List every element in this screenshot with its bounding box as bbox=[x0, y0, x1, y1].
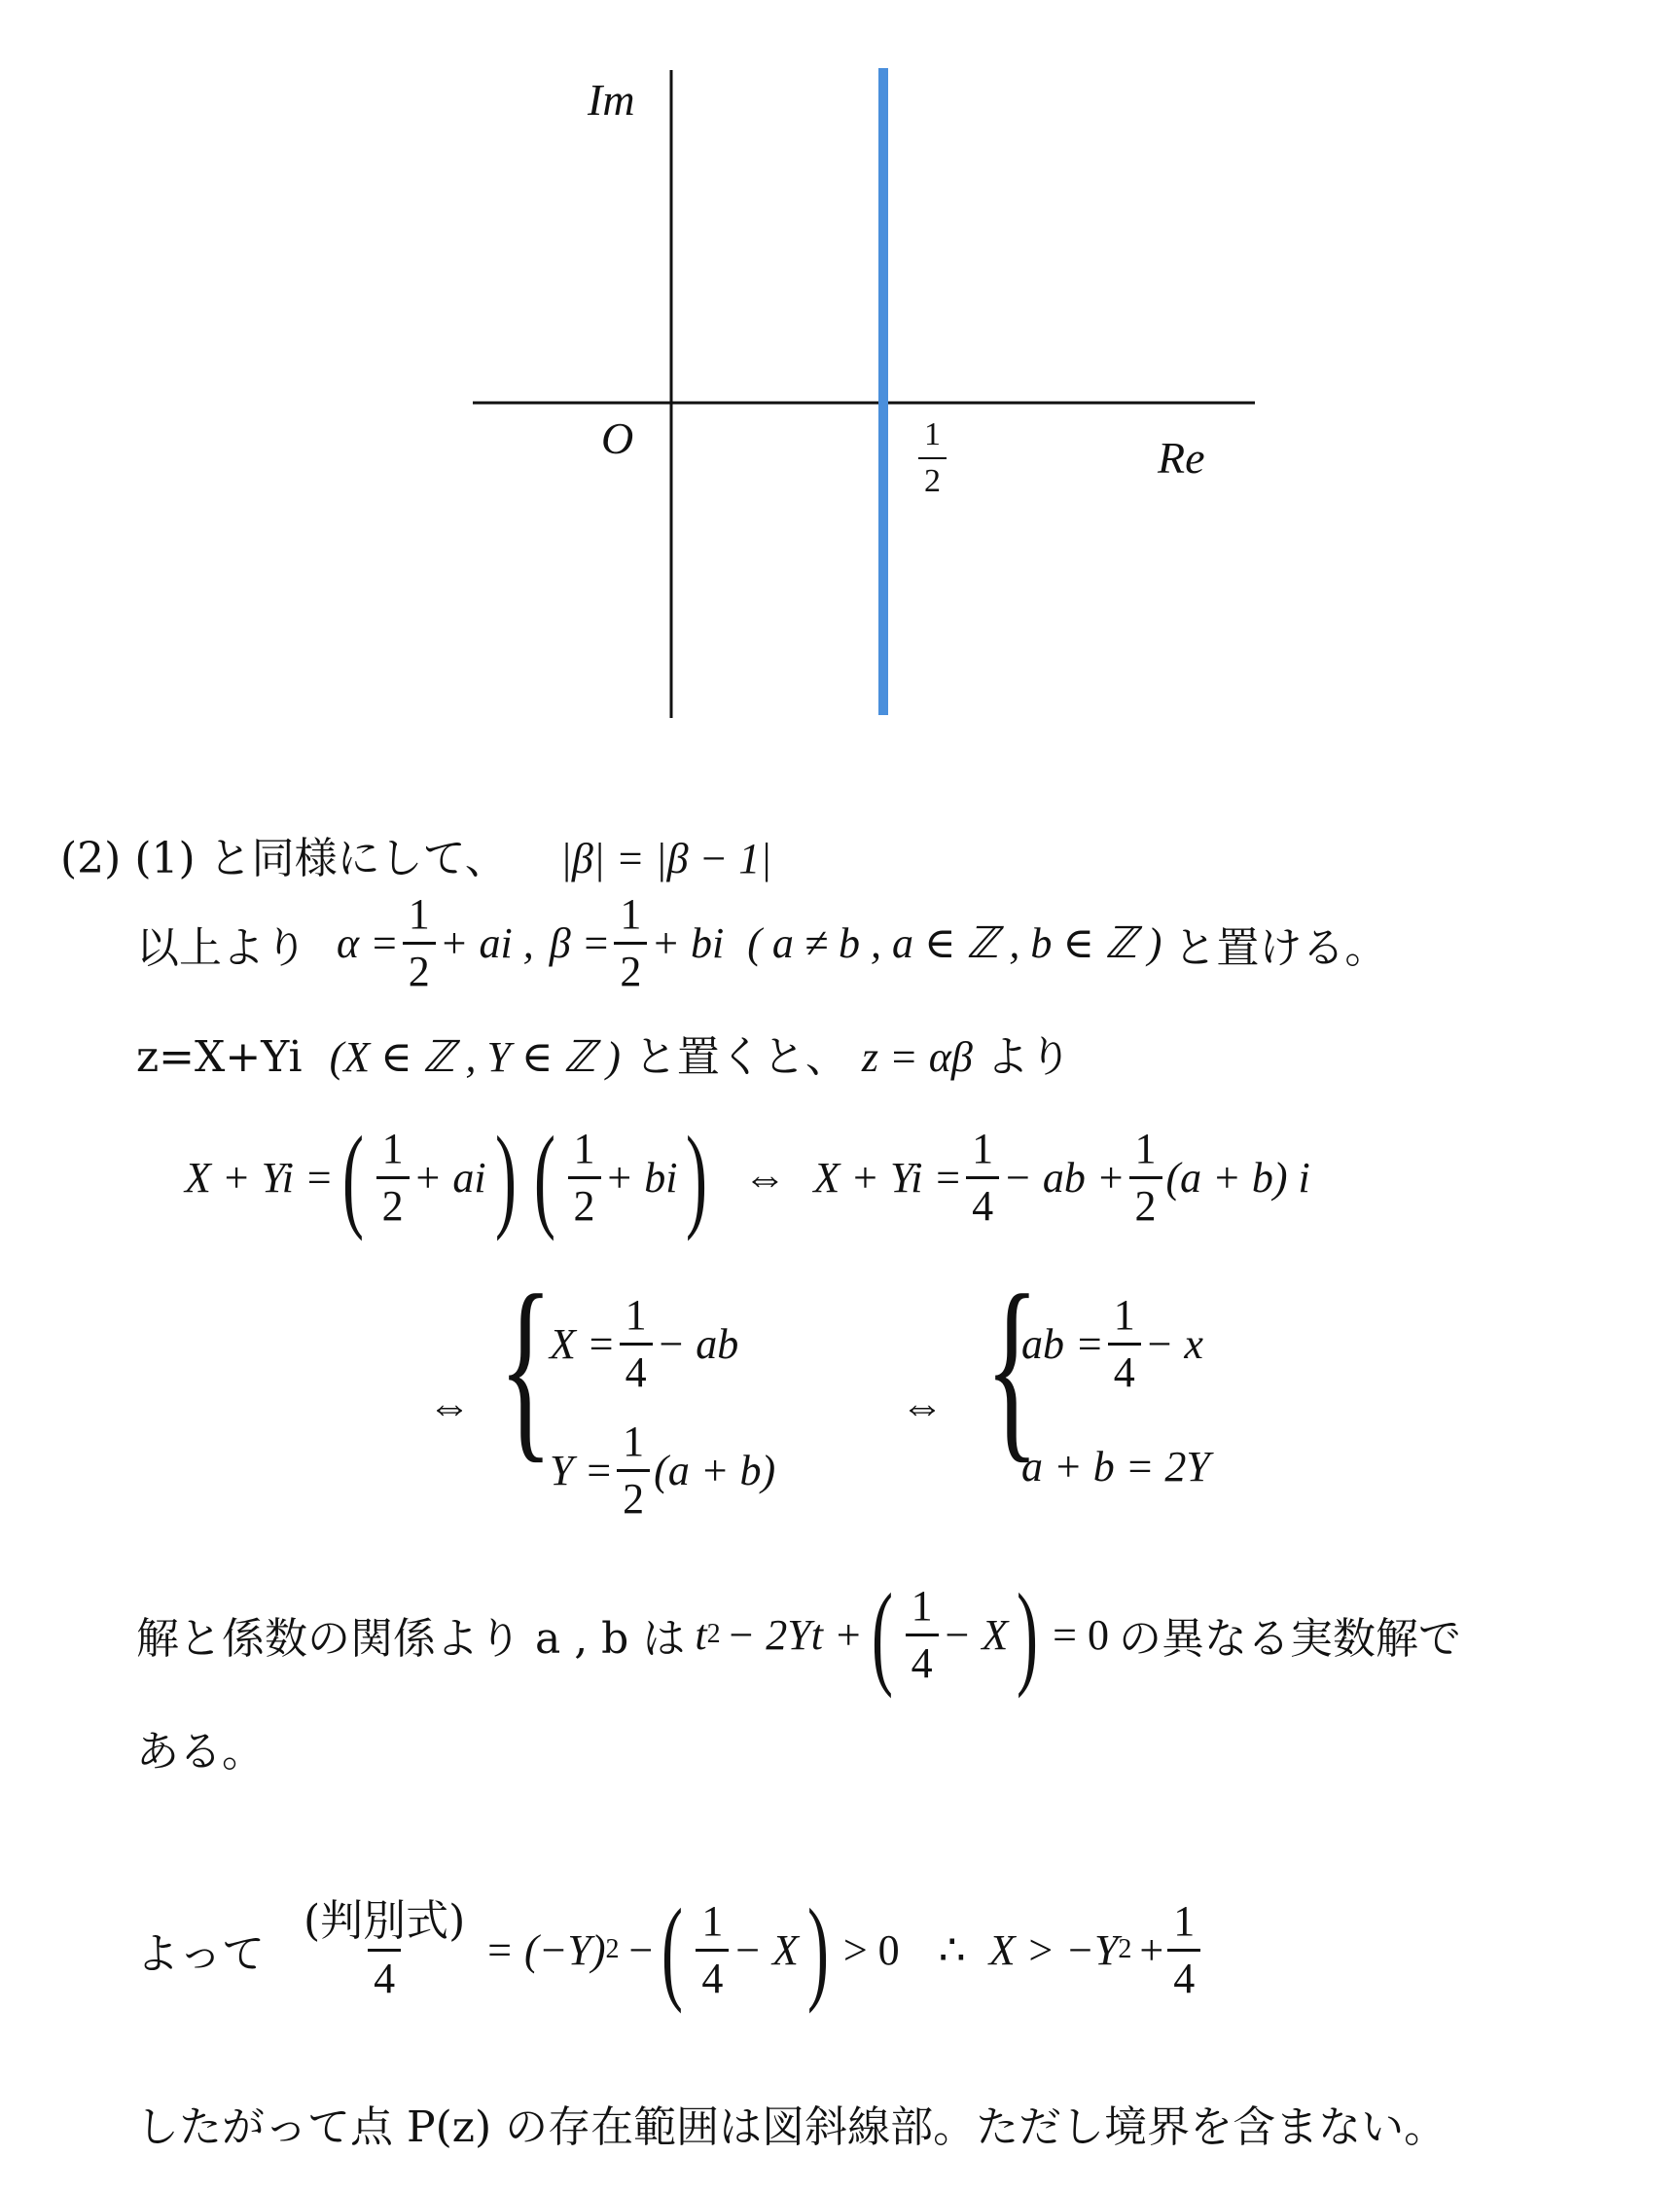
frac-den: 4 bbox=[906, 1634, 939, 1685]
frac-den: 2 bbox=[403, 942, 436, 993]
frac-den: 4 bbox=[620, 1343, 653, 1394]
sys1-row1-lhs: X = bbox=[550, 1320, 616, 1368]
frac-num: 1 bbox=[623, 1418, 645, 1465]
disc-denominator: 4 bbox=[368, 1949, 401, 2000]
left-paren: ( bbox=[533, 1112, 555, 1241]
line3-suffix: より bbox=[985, 1032, 1072, 1082]
frac-num: 1 bbox=[1173, 1896, 1196, 1945]
frac-num: 1 bbox=[381, 1124, 404, 1172]
frac-num: 1 bbox=[972, 1124, 994, 1172]
origin-label: O bbox=[601, 413, 634, 463]
sys2-row1-rest: − x bbox=[1144, 1320, 1203, 1368]
disc-eq: = (−Y) bbox=[484, 1925, 606, 1974]
vieta-line bbox=[136, 1569, 1461, 1699]
equation-expansion bbox=[185, 1112, 1310, 1241]
frac-num: 1 bbox=[1134, 1124, 1157, 1172]
disc-exponent: 2 bbox=[605, 1934, 620, 1964]
eq1-lhs: X + Yi = bbox=[185, 1153, 334, 1202]
sys1-row2-lhs: Y = bbox=[550, 1447, 614, 1494]
eq1-aplusb-i: (a + b) i bbox=[1165, 1153, 1310, 1202]
frac-den: 2 bbox=[568, 1176, 601, 1228]
frac-den: 2 bbox=[1129, 1176, 1162, 1228]
right-paren: ) bbox=[1017, 1569, 1039, 1699]
half-tick-label: $\frac{1}{2}$ bbox=[914, 418, 950, 498]
line2-prefix: 以上より bbox=[136, 922, 307, 973]
eq1-mab: − ab + bbox=[1003, 1153, 1126, 1202]
disc-prefix: よって bbox=[136, 1929, 265, 1979]
right-paren: ) bbox=[686, 1112, 708, 1241]
system-2-row-1 bbox=[1021, 1291, 1203, 1396]
vieta-line-2: ある。 bbox=[136, 1727, 265, 1777]
frac-den: 2 bbox=[614, 942, 647, 993]
eq1-bi: + bi bbox=[604, 1153, 678, 1202]
line3-conditions: (X ∈ ℤ , Y ∈ ℤ ) bbox=[329, 1033, 621, 1081]
line2-conditions: ( a ≠ b , a ∈ ℤ , b ∈ ℤ ) bbox=[747, 919, 1162, 967]
left-paren: ( bbox=[871, 1569, 893, 1699]
frac-num: 1 bbox=[1113, 1291, 1135, 1339]
complex-plane-diagram bbox=[0, 0, 1680, 739]
vieta-mid: − 2Yt + bbox=[726, 1610, 863, 1659]
system-iff-2: ⇔ bbox=[901, 1383, 944, 1430]
frac-num: 1 bbox=[573, 1124, 595, 1172]
line3-prefix: z=X+Yi bbox=[136, 1032, 303, 1082]
frac-den: 4 bbox=[1167, 1949, 1200, 2000]
im-axis-label: Im bbox=[588, 75, 635, 125]
re-axis-label: Re bbox=[1158, 433, 1205, 483]
frac-den: 2 bbox=[617, 1469, 650, 1521]
line3-math: z = αβ bbox=[861, 1033, 973, 1081]
line-1 bbox=[60, 823, 771, 885]
frac-num: 1 bbox=[620, 890, 642, 938]
frac-num: 1 bbox=[701, 1896, 724, 1945]
vieta-t: t bbox=[695, 1610, 707, 1659]
eq1-iff: ⇔ bbox=[743, 1153, 787, 1202]
line2-alpha: α = bbox=[337, 919, 399, 967]
line2-plus-bi: + bi bbox=[651, 919, 725, 967]
frac-den: 2 bbox=[376, 1176, 410, 1228]
frac-den: 4 bbox=[696, 1949, 729, 2000]
line1-prefix: (2) (1) と同様にして、 bbox=[60, 834, 508, 883]
right-paren: ) bbox=[494, 1112, 517, 1241]
system-1-row-2 bbox=[550, 1420, 775, 1521]
eq1-rhs-lhs: X + Yi = bbox=[813, 1153, 963, 1202]
line2-beta: β = bbox=[549, 919, 611, 967]
discriminant-line bbox=[136, 1885, 1204, 2014]
sys1-row2-rest: (a + b) bbox=[654, 1447, 776, 1494]
vieta-minus-x: − X bbox=[942, 1610, 1009, 1659]
disc-result-exponent: 2 bbox=[1118, 1934, 1132, 1964]
vieta-eq: = 0 bbox=[1053, 1610, 1109, 1659]
disc-gt: > 0 bbox=[842, 1925, 900, 1974]
frac-num: 1 bbox=[911, 1581, 933, 1630]
left-paren: ( bbox=[661, 1885, 684, 2014]
vieta-suffix: の異なる実数解で bbox=[1119, 1614, 1461, 1664]
sys2-row1-lhs: ab = bbox=[1021, 1320, 1104, 1368]
line1-math: |β| = |β − 1| bbox=[559, 835, 772, 882]
right-paren: ) bbox=[806, 1885, 829, 2014]
frac-den: 4 bbox=[1108, 1343, 1141, 1394]
final-conclusion: したがって点 P(z) の存在範囲は図斜線部。ただし境界を含まない。 bbox=[136, 2102, 1448, 2152]
disc-minus-x: − X bbox=[733, 1925, 799, 1974]
line2-suffix: と置ける。 bbox=[1173, 922, 1388, 973]
system-iff-1: ⇔ bbox=[428, 1383, 471, 1430]
line-2 bbox=[136, 890, 1388, 995]
frac-den: 4 bbox=[966, 1176, 999, 1228]
frac-num: 1 bbox=[625, 1291, 647, 1339]
sys1-row1-rest: − ab bbox=[656, 1320, 739, 1368]
system-1-row-1 bbox=[550, 1291, 739, 1396]
system-1-brace: { bbox=[498, 1254, 554, 1480]
frac-num: 1 bbox=[408, 890, 430, 938]
left-paren: ( bbox=[341, 1112, 364, 1241]
disc-result: X > −Y bbox=[988, 1925, 1119, 1974]
disc-minus: − bbox=[628, 1925, 654, 1974]
disc-numerator: (判別式) bbox=[304, 1895, 466, 1946]
line-3 bbox=[136, 1022, 1072, 1084]
vieta-prefix: 解と係数の関係より a , b は bbox=[136, 1614, 686, 1664]
disc-plus: + bbox=[1139, 1925, 1164, 1974]
system-2-brace: { bbox=[984, 1254, 1040, 1480]
line2-plus-ai: + ai , bbox=[439, 919, 534, 967]
eq1-ai: + ai bbox=[412, 1153, 486, 1202]
system-2-row-2: a + b = 2Y bbox=[1021, 1443, 1210, 1491]
line3-mid: と置くと、 bbox=[633, 1032, 848, 1082]
vieta-t-exponent: 2 bbox=[706, 1619, 721, 1649]
therefore-symbol: ∴ bbox=[938, 1925, 966, 1974]
